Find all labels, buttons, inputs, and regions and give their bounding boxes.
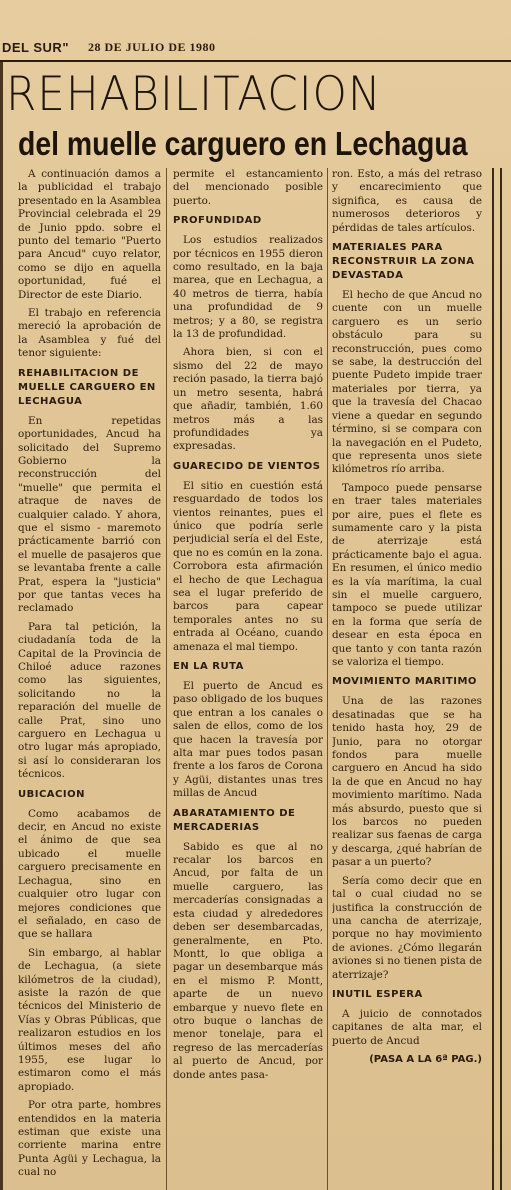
paragraph: Sería como decir que en tal o cual ciudad no se justifica la construcción de una cancha de aterrizaje, porque no hay movimiento de aviones. ¿Cómo llegarán aviones si no tienen pista de aterrizaje? [332, 874, 482, 981]
paragraph: Los estudios realizados por técnicos en 1955 dieron como resultado, en la baja marea, que en Lechagua, a 40 metros de tierra, había una profundidad de 9 metros; y a 80, se registra la 13 de profundidad. [173, 234, 323, 341]
section-heading: UBICACION [18, 788, 85, 800]
column-divider [166, 168, 167, 1190]
paragraph: Para tal petición, la ciudadanía toda de la Capital de la Provincia de Chiloé aduce razones como las siguientes, solicitando no la reparación del muelle de calle Prat, sino uno carguero en Lechagua u otro lugar más apropiado, si así lo consideraran los técnicos. [18, 620, 161, 781]
paragraph: Tampoco puede pensarse en traer tales materiales por aire, pues el flete es sumamente caro y la pista de aterrizaje está prácticamente bajo el agua. En resumen, el único medio es la vía marítima, la cual sin el muelle carguero, tampoco se puede utilizar en la forma que sería de desear en esta época en que tanto y con tanta razón se valoriza el tiempo. [332, 481, 482, 668]
section-heading: REHABILITACION DE MUELLE CARGUERO EN LECHAGUA [18, 367, 156, 407]
paragraph: El sitio en cuestión está resguardado de todos los vientos reinantes, pues el único que podría serle perjudicial sería el del Este, que no es común en la zona. Corrobora esta afirmación el hecho de que Lechagua sea el lugar preferido de barcos para capear temporales antes no su entrada al Océano, cuando amenaza el mal tiempo. [173, 479, 323, 653]
paragraph: Sin embargo, al hablar de Lechagua, (a siete kilómetros de la ciudad), asiste la razón de que técnicos del Ministerio de Vías y Obras Públicas, que realizaron estudios en los últimos meses del año 1955, ese lugar lo estimaron como el más apropiado. [18, 946, 161, 1093]
left-edge-shadow [0, 60, 3, 1190]
paragraph: El hecho de que Ancud no cuente con un muelle carguero es un serio obstáculo para su reconstrucción, pues como se sabe, la destrucción del puente Pudeto impide traer materiales por tierra, ya que la travesía del Chacao viene a quedar en segundo término, si se compara con la navegación en el Pudeto, que representa unos siete kilómetros río arriba. [332, 289, 482, 476]
paragraph: Una de las razones desatinadas que se ha tenido hasta hoy, 29 de Junio, para no otorgar fondos para muelle carguero en Ancud ha sido la de que en Ancud no hay movimiento marítimo. Nada más absurdo, puesto que si los barcos no pueden realizar sus faenas de carga y descarga, ¿qué habrían de pasar a un puerto? [332, 695, 482, 869]
publication-date: 28 DE JULIO DE 1980 [88, 40, 216, 54]
paragraph: En repetidas oportunidades, Ancud ha solicitado del Supremo Gobierno la reconstrucción del "muelle" que permita el atraque de naves de cualquier calado. Y ahora, que el sismo - maremoto prácticamente barrió con el muelle de pasajeros que se levantaba frente a calle Prat, espera la "justicia" por que tantas veces ha reclamado [18, 414, 161, 615]
masthead-rule [0, 60, 511, 62]
paragraph: ron. Esto, a más del retraso y encarecimiento que significa, es causa de numerosos deterioros y pérdidas de tales artículos. [332, 168, 482, 234]
paragraph: A juicio de connotados capitanes de alta mar, el puerto de Ancud [332, 1007, 482, 1047]
paragraph: El trabajo en referencia mereció la aprobación de la Asamblea y fué del tenor siguiente: [18, 307, 161, 360]
continuation-note: (PASA A LA 6ª PAG.) [369, 1054, 482, 1066]
masthead [0, 38, 300, 60]
section-heading: INUTIL ESPERA [332, 988, 423, 1000]
section-heading: MATERIALES PARA RECONSTRUIR LA ZONA DEVASTADA [332, 242, 475, 282]
fold-line [492, 168, 494, 1190]
article-column-1 [18, 168, 161, 1190]
section-heading: EN LA RUTA [173, 661, 244, 672]
section-heading: PROFUNDIDAD [173, 215, 262, 227]
column-divider [327, 168, 328, 1190]
paragraph: permite el estancamiento del mencionado posible puerto. [173, 168, 323, 207]
article-column-3 [332, 168, 482, 1190]
publication-name: DEL SUR" [2, 40, 69, 55]
paragraph: Ahora bien, si con el sismo del 22 de mayo reción pasado, la tierra bajó un metro sesenta, habrá que añadir, también, 1.60 metros más a las profundidades ya expresadas. [173, 346, 323, 453]
section-heading: ABARATAMIENTO DE MERCADERIAS [173, 807, 296, 833]
article-column-2 [173, 168, 323, 1190]
section-heading: MOVIMIENTO MARITIMO [332, 676, 477, 688]
headline: REHABILITACION [6, 67, 382, 122]
paragraph: Sabido es que al no recalar los barcos en Ancud, por falta de un muelle carguero, las mercaderías consignadas a esta ciudad y alrededores deben ser desembarcadas, generalmente, en Pto. Montt, lo que obliga a pagar un desembarque más en el mismo P. Montt, aparte de un nuevo embarque y nuevo flete en otro buque o lanchas de menor tonelaje, para el regreso de las mercaderías al puerto de Ancud, por donde antes pasa- [173, 840, 323, 1081]
paragraph: A continuación damos a la publicidad el trabajo presentado en la Asamblea Provincial celebrada el 29 de Junio ppdo. sobre el punto del temario "Puerto para Ancud" cuyo relator, como se dijo en aquella oportunidad, fué el Director de este Diario. [18, 168, 161, 301]
paragraph: El puerto de Ancud es paso obligado de los buques que entran a los canales o salen de ellos, como de los que hacen la travesía por alta mar pues todos pasan frente a los faros de Corona y Agüi, distantes unas tres millas de Ancud [173, 680, 323, 800]
section-heading: GUARECIDO DE VIENTOS [173, 460, 321, 472]
subheadline: del muelle carguero en Lechagua [18, 125, 468, 162]
paragraph: Por otra parte, hombres entendidos en la materia estiman que existe una corriente marina entre Punta Agüi y Lechagua, la cual no [18, 1099, 161, 1179]
fold-line [500, 168, 502, 1190]
paragraph: Como acabamos de decir, en Ancud no existe el ánimo de que sea ubicado el muelle carguero precisamente en Lechagua, sino en cualquier otro lugar con mejores condiciones que el señalado, en caso de que se hallara [18, 807, 161, 941]
